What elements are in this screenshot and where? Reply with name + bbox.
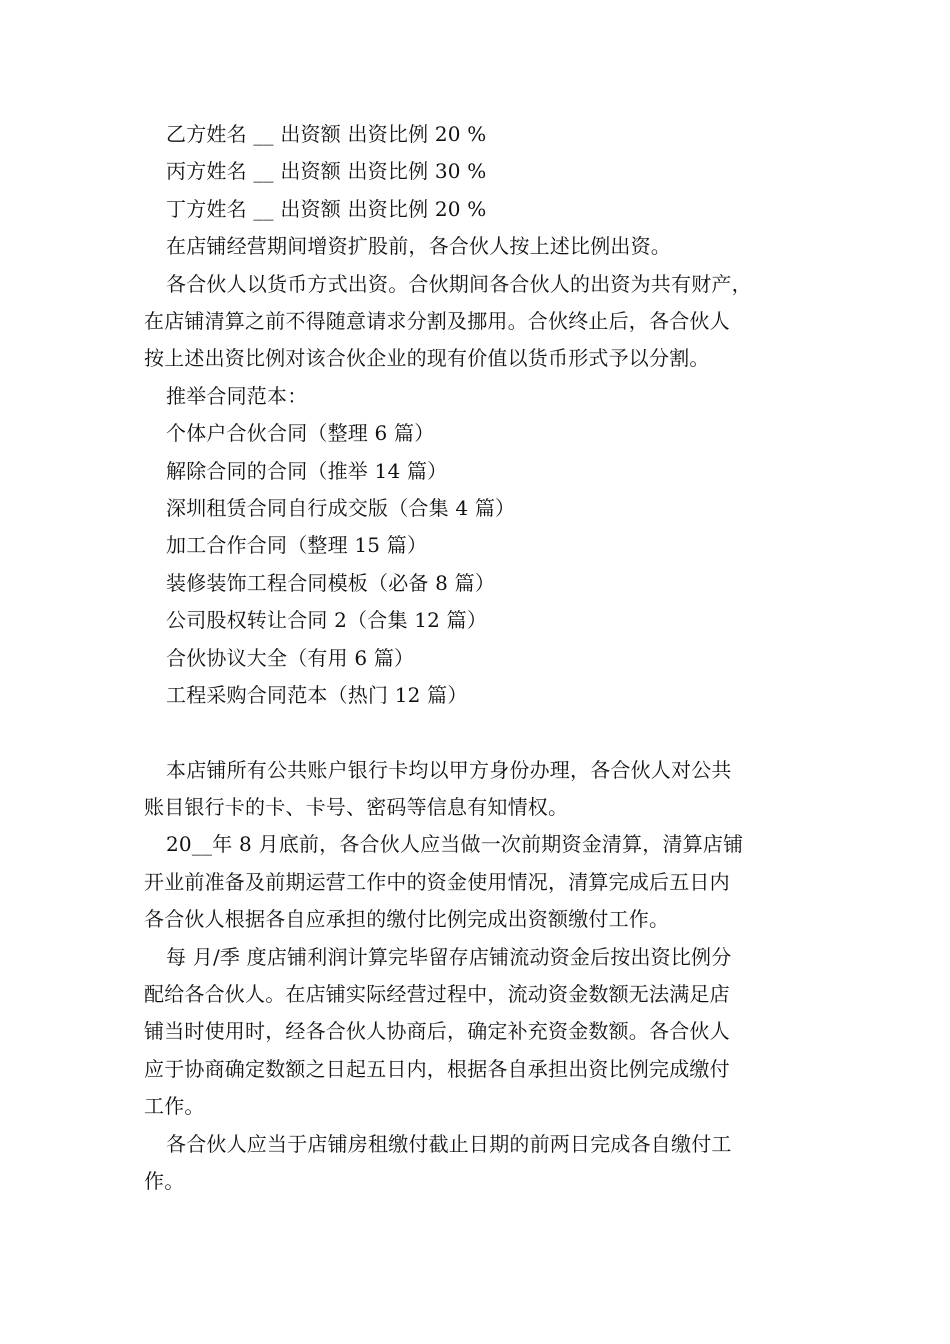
partner-line-b: 乙方姓名 __ 出资额 出资比例 20 % [166, 122, 487, 146]
recommend-link[interactable]: 装修装饰工程合同模板（必备 8 篇） [166, 570, 496, 595]
paragraph-line: 开业前准备及前期运营工作中的资金使用情况，清算完成后五日内 [144, 869, 730, 894]
recommend-link[interactable]: 工程采购合同范本（热门 12 篇） [166, 683, 468, 708]
recommend-heading: 推举合同范本： [166, 383, 308, 408]
paragraph-line: 各合伙人根据各自应承担的缴付比例完成出资额缴付工作。 [144, 907, 670, 932]
document-page [144, 116, 816, 1200]
recommend-link[interactable]: 个体户合伙合同（整理 6 篇） [166, 421, 435, 446]
paragraph-currency-contribution [144, 266, 816, 378]
paragraph-line: 各合伙人应当于店铺房租缴付截止日期的前两日完成各自缴付工 [166, 1131, 732, 1156]
recommend-link[interactable]: 公司股权转让合同 2（合集 12 篇） [166, 608, 488, 633]
paragraph-line: 各合伙人以货币方式出资。合伙期间各合伙人的出资为共有财产， [166, 271, 752, 296]
paragraph-line: 账目银行卡的卡、卡号、密码等信息有知情权。 [144, 794, 569, 819]
paragraph-bank-account [144, 752, 816, 827]
paragraph-line: 配给各合伙人。在店铺实际经营过程中，流动资金数额无法满足店 [144, 981, 730, 1006]
paragraph-settlement [144, 826, 816, 938]
paragraph-line: 每 月/季 度店铺利润计算完毕留存店铺流动资金后按出资比例分 [166, 944, 732, 969]
paragraph-line: 本店铺所有公共账户银行卡均以甲方身份办理，各合伙人对公共 [166, 757, 732, 782]
recommend-list [144, 415, 816, 714]
paragraph-line: 按上述出资比例对该合伙企业的现有价值以货币形式予以分割。 [144, 346, 710, 371]
paragraph-line: 20__年 8 月底前，各合伙人应当做一次前期资金清算，清算店铺 [166, 832, 744, 857]
blank-line [144, 715, 816, 752]
paragraph-profit-distribution [144, 939, 816, 1126]
paragraph-rent-payment [144, 1126, 816, 1201]
recommend-link[interactable]: 加工合作合同（整理 15 篇） [166, 533, 428, 558]
paragraph-capital-increase: 在店铺经营期间增资扩股前，各合伙人按上述比例出资。 [166, 234, 671, 259]
paragraph-line: 工作。 [144, 1094, 205, 1119]
recommend-link[interactable]: 深圳租赁合同自行成交版（合集 4 篇） [166, 496, 516, 521]
partner-line-c: 丙方姓名 __ 出资额 出资比例 30 % [166, 159, 487, 184]
partner-line-d: 丁方姓名 __ 出资额 出资比例 20 % [166, 196, 487, 221]
recommend-link[interactable]: 解除合同的合同（推举 14 篇） [166, 458, 448, 483]
paragraph-line: 在店铺清算之前不得随意请求分割及挪用。合伙终止后，各合伙人 [144, 309, 730, 334]
paragraph-line: 作。 [144, 1168, 185, 1193]
recommend-link[interactable]: 合伙协议大全（有用 6 篇） [166, 645, 415, 670]
paragraph-line: 铺当时使用时，经各合伙人协商后，确定补充资金数额。各合伙人 [144, 1019, 730, 1044]
paragraph-line: 应于协商确定数额之日起五日内，根据各自承担出资比例完成缴付 [144, 1056, 730, 1081]
